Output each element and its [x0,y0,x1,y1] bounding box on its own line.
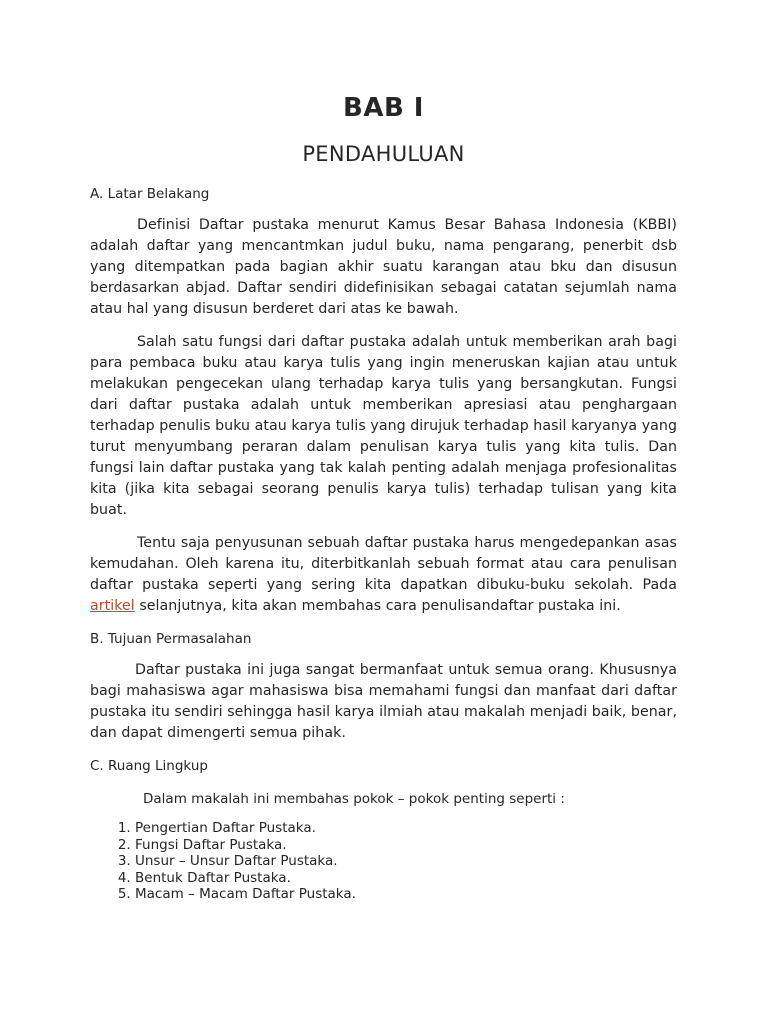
list-item: 2. Fungsi Daftar Pustaka. [135,837,677,854]
section-heading-a: A. Latar Belakang [90,186,210,202]
paragraph: Salah satu fungsi dari daftar pustaka adalah untuk memberikan arah bagi para pembaca buku atau karya tulis yang ingin meneruskan kajian atau untuk melakukan pengecekan ulang terhadap karya tulis yang bersangkutan. Fungsi dari daftar pustaka adalah untuk memberikan apresiasi atau penghargaan terhadap penulis buku atau karya tulis yang dirujuk terhadap hasil karyanya yang turut menyumbang peraran dalam penulisan karya tulis yang kita tulis. Dan fungsi lain daftar pustaka yang tak kalah penting adalah menjaga profesionalitas kita (jika kita sebagai seorang penulis karya tulis) terhadap tulisan yang kita buat. [90,334,677,518]
chapter-heading: BAB I [343,93,424,123]
section-heading-c: C. Ruang Lingkup [90,758,208,774]
artikel-link[interactable]: artikel [90,598,135,614]
list-item: 1. Pengertian Daftar Pustaka. [135,820,677,837]
list-item: 5. Macam – Macam Daftar Pustaka. [135,886,677,903]
chapter-title: PENDAHULUAN [302,142,465,166]
paragraph-text: selanjutnya, kita akan membahas cara penulisandaftar pustaka ini. [134,598,621,614]
paragraph: Daftar pustaka ini juga sangat bermanfaat untuk semua orang. Khususnya bagi mahasiswa agar mahasiswa bisa memahami fungsi dan manfaat dari daftar pustaka itu sendiri sehingga hasil karya ilmiah atau makalah menjadi baik, benar, dan dapat dimengerti semua pihak. [90,662,677,741]
list-item: 3. Unsur – Unsur Daftar Pustaka. [135,853,677,870]
paragraph: Definisi Daftar pustaka menurut Kamus Besar Bahasa Indonesia (KBBI) adalah daftar yang mencantmkan judul buku, nama pengarang, penerbit dsb yang ditempatkan pada bagian akhir suatu karangan atau bku dan disusun berdasarkan abjad. Daftar sendiri didefinisikan sebagai catatan sejumlah nama atau hal yang disusun berderet dari atas ke bawah. [90,217,677,317]
paragraph [90,533,677,617]
list-item: 4. Bentuk Daftar Pustaka. [135,870,677,887]
topics-list [90,820,677,903]
section-heading-b: B. Tujuan Permasalahan [90,631,252,647]
scope-intro: Dalam makalah ini membahas pokok – pokok penting seperti : [143,791,565,807]
paragraph-text: Tentu saja penyusunan sebuah daftar pustaka harus mengedepankan asas kemudahan. Oleh karena itu, diterbitkanlah sebuah format atau cara penulisan daftar pustaka seperti yang sering kita dapatkan dibuku-buku sekolah. Pada [90,535,677,593]
